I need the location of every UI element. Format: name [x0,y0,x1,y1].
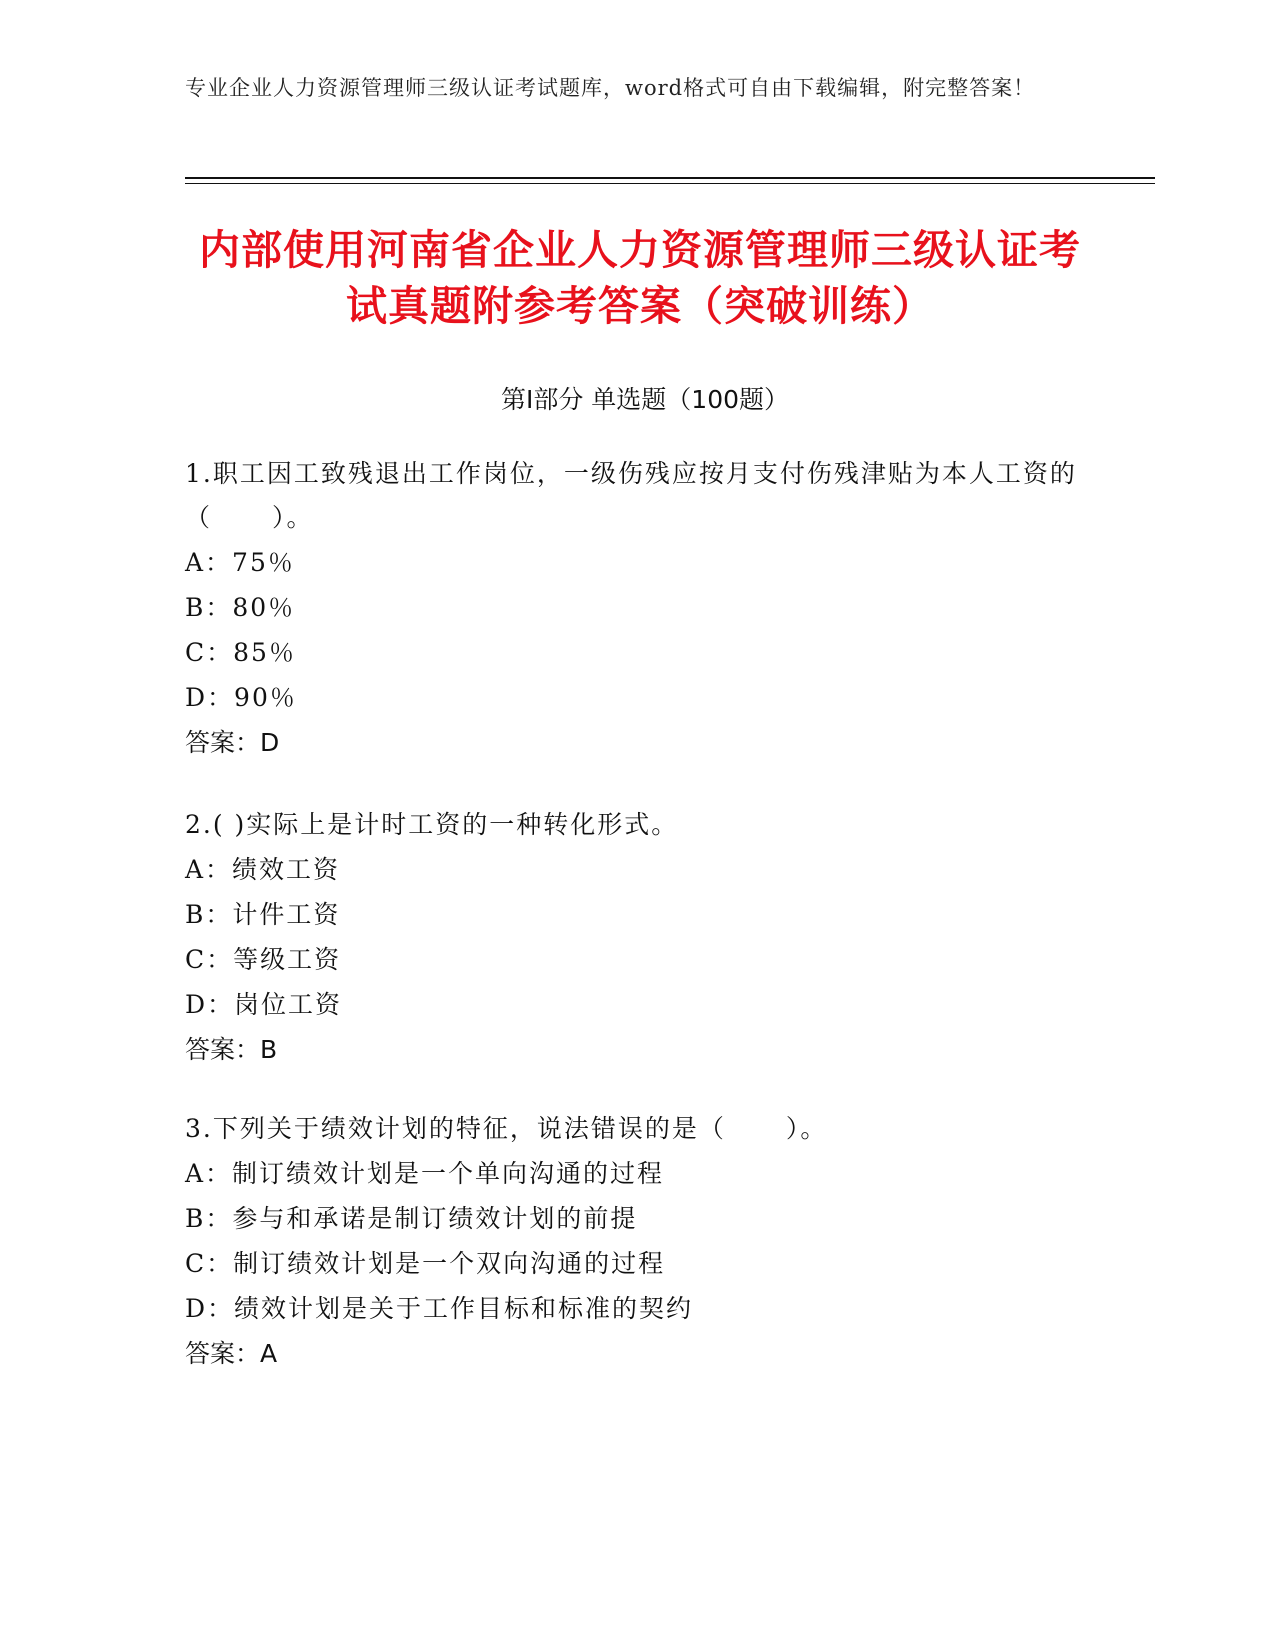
answer-line: 答案：B [185,1035,278,1064]
question-stem-end: ）。 [272,503,314,532]
option-b: B：80％ [185,593,296,622]
question-1 [185,452,1085,766]
question-stem [185,1107,1085,1151]
option-c: C：85％ [185,638,296,667]
header-note: 专业企业人力资源管理师三级认证考试题库，word格式可自由下载编辑，附完整答案！ [185,76,1036,100]
header-divider-thick [185,177,1155,179]
option-d: D：绩效计划是关于工作目标和标准的契约 [185,1294,694,1323]
question-3 [185,1107,1085,1377]
option-a: A：制订绩效计划是一个单向沟通的过程 [185,1159,665,1188]
section-heading: 第I部分 单选题（100题） [500,385,790,414]
question-stem-text: 1.职工因工致残退出工作岗位，一级伤残应按月支付伤残津贴为本人工资的（ [185,459,1077,532]
question-stem-text: 2.( )实际上是计时工资的一种转化形式。 [185,810,679,839]
document-title: 内部使用河南省企业人力资源管理师三级认证考试真题附参考答案（突破训练） [199,226,1081,330]
question-stem-end: ）。 [785,1114,828,1143]
question-stem [185,452,1085,540]
answer-line: 答案：A [185,1339,278,1368]
option-c: C：制订绩效计划是一个双向沟通的过程 [185,1249,666,1278]
question-2 [185,803,1085,1073]
answer-line: 答案：D [185,728,280,757]
header-divider-thin [185,183,1155,184]
question-stem-text: 3.下列关于绩效计划的特征，说法错误的是（ [185,1114,726,1143]
option-a: A：绩效工资 [185,855,341,884]
option-b: B：参与和承诺是制订绩效计划的前提 [185,1204,638,1233]
option-b: B：计件工资 [185,900,341,929]
question-stem [185,803,1085,847]
option-d: D：岗位工资 [185,990,343,1019]
option-a: A：75％ [185,548,295,577]
option-c: C：等级工资 [185,945,342,974]
option-d: D：90％ [185,683,297,712]
